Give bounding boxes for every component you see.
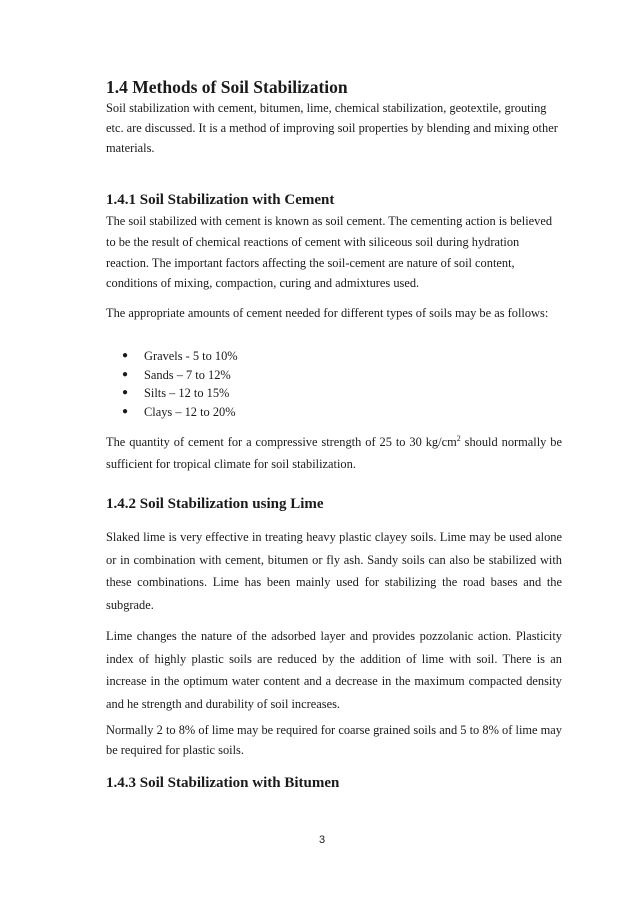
cement-paragraph-1: The soil stabilized with cement is known as soil cement. The cementing action is believed to be the result of chemical reactions of cement with siliceous soil during hydration reaction. The important factors affecting the soil-cement are nature of soil content, conditions of mixing, compaction, curing and admixtures used. [106, 214, 553, 291]
list-item-text: Sands – 7 to 12% [144, 367, 231, 382]
list-item-text: Gravels - 5 to 10% [144, 349, 238, 363]
list-item [106, 403, 562, 422]
bitumen-heading: 1.4.3 Soil Stabilization with Bitumen [106, 775, 340, 791]
lime-heading: 1.4.2 Soil Stabilization using Lime [106, 496, 324, 512]
lime-paragraph-1: Slaked lime is very effective in treating heavy plastic clayey soils. Lime may be used alone or in combination with cement, bitumen or fly ash. Sandy soils can also be stabilized with these combinations. Lime has been mainly used for stabilizing the road bases and the subgrade. [106, 530, 562, 612]
section-heading: 1.4 Methods of Soil Stabilization [106, 77, 348, 97]
intro-paragraph: Soil stabilization with cement, bitumen, lime, chemical stabilization, geotextile, grouting etc. are discussed. It is a method of improving soil properties by blending and mixing other materials. [106, 101, 558, 155]
cement-amounts-list [106, 347, 562, 421]
list-item-text: Clays – 12 to 20% [144, 404, 236, 419]
lime-paragraph-2: Lime changes the nature of the adsorbed layer and provides pozzolanic action. Plasticity index of highly plastic soils are reduced by the addition of lime with soil. There is an increase in the optimum water content and a decrease in the maximum compacted density and he strength and durability of soil increases. [106, 629, 562, 711]
superscript: 2 [456, 433, 461, 443]
list-item-text: Silts – 12 to 15% [144, 386, 230, 400]
list-item [106, 384, 562, 403]
lime-paragraph-3: Normally 2 to 8% of lime may be required for coarse grained soils and 5 to 8% of lime may be required for plastic soils. [106, 723, 562, 757]
cement-para3-text-end: should normally be sufficient for tropical climate for soil stabilization. [106, 435, 562, 471]
cement-paragraph-2: The appropriate amounts of cement needed for different types of soils may be as follows: [106, 306, 549, 320]
page-number: 3 [319, 834, 326, 846]
cement-heading: 1.4.1 Soil Stabilization with Cement [106, 192, 335, 208]
list-item [106, 347, 562, 366]
cement-paragraph-3 [106, 431, 562, 475]
list-item [106, 366, 562, 385]
bullet-dot-icon: ● [122, 368, 129, 380]
bullet-dot-icon: ● [122, 405, 129, 417]
cement-para3-text: The quantity of cement for a compressive strength of 25 to 30 kg/cm [106, 435, 457, 449]
bullet-dot-icon: ● [122, 387, 129, 398]
bullet-dot-icon: ● [122, 350, 129, 361]
